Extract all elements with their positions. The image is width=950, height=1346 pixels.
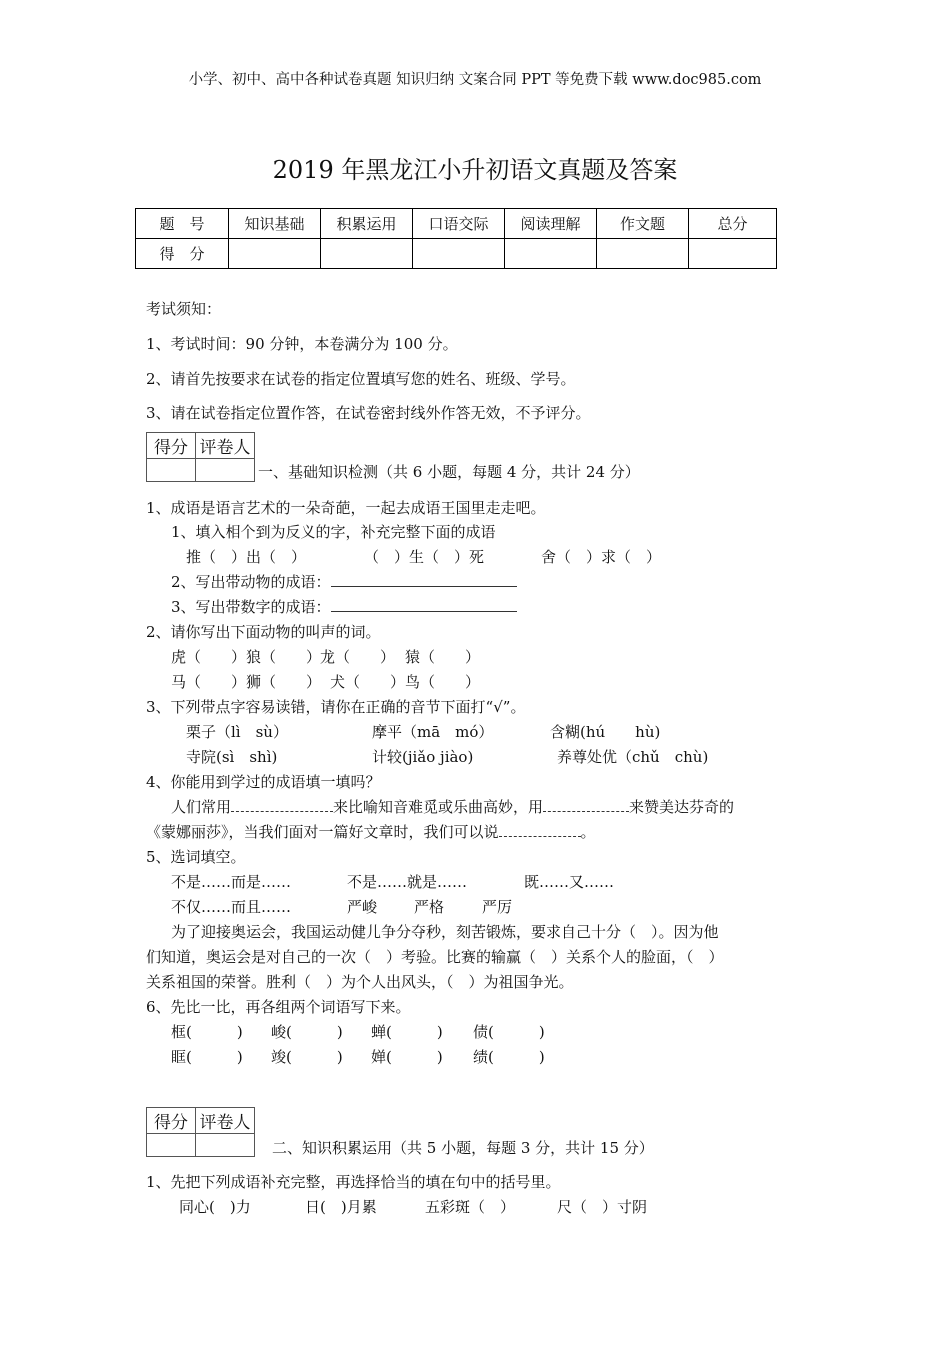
animal-blank: 鸟（ ） [405,673,481,691]
pinyin-item: 栗子（lì sù） [186,723,288,741]
pinyin-item: 寺院(sì shì) [186,748,278,766]
score-input-cell[interactable] [689,239,777,269]
score-input-cell[interactable] [597,239,689,269]
grader-score-cell[interactable] [147,1134,196,1157]
score-table-header-row [136,209,777,239]
answer-line[interactable] [231,797,333,812]
question-subitem [171,596,517,617]
score-table-cell: 得 分 [136,239,229,269]
grader-score-label: 得分 [147,1108,196,1134]
question-stem: 3、下列带点字容易读错，请你在正确的音节下面打“√”。 [146,698,526,716]
score-table-cell: 题 号 [136,209,229,239]
char-blank: 眶( ) [171,1048,243,1066]
idiom-blank: 日( )月累 [305,1198,377,1216]
question-stem: 5、选词填空。 [146,848,246,866]
grader-box [146,1107,255,1157]
notice-heading: 考试须知： [146,300,222,318]
word-option: 严格 [414,898,445,916]
answer-line[interactable] [331,597,517,612]
char-blank: 婵( ) [371,1048,443,1066]
animal-blank: 龙（ ） [320,648,396,666]
idiom-blank: 推（ ）出（ ） [186,548,307,566]
score-input-cell[interactable] [505,239,597,269]
score-input-cell[interactable] [413,239,505,269]
question-subitem [171,571,517,592]
paragraph-line [171,796,734,817]
text-fragment: 。 [580,823,596,841]
text-fragment: 《蒙娜丽莎》，当我们面对一篇好文章时，我们可以说 [146,823,499,841]
word-option: 不仅……而且…… [171,898,292,916]
text-fragment: 来比喻知音难觅或乐曲高妙，用 [333,798,544,816]
animal-blank: 狼（ ） [246,648,322,666]
question-stem: 6、先比一比，再各组两个词语写下来。 [146,998,411,1016]
header-banner: 小学、初中、高中各种试卷真题 知识归纳 文案合同 PPT 等免费下载 www.doc985.com [188,72,762,88]
idiom-blank: 同心( )力 [179,1198,251,1216]
question-stem: 1、先把下列成语补充完整，再选择恰当的填在句中的括号里。 [146,1173,561,1191]
answer-line[interactable] [499,822,581,837]
score-table [135,208,777,269]
word-option: 既……又…… [524,873,615,891]
notice-item: 2、请首先按要求在试卷的指定位置填写您的姓名、班级、学号。 [146,370,576,388]
answer-line[interactable] [543,797,629,812]
section2-heading: 二、知识积累运用（共 5 小题，每题 3 分，共计 15 分） [272,1139,654,1157]
subitem-label: 3、写出带数字的成语： [171,598,331,616]
char-blank: 绩( ) [473,1048,545,1066]
idiom-blank: 尺（ ）寸阴 [557,1198,648,1216]
idiom-blank: （ ）生（ ）死 [364,548,485,566]
pinyin-item: 养尊处优（chǔ chù) [557,748,709,766]
question-stem: 4、你能用到学过的成语填一填吗？ [146,773,381,791]
pinyin-item: 摩平（mā mó） [372,723,494,741]
grader-score-label: 得分 [147,433,196,459]
question-stem: 1、成语是语言艺术的一朵奇葩，一起去成语王国里走走吧。 [146,499,546,517]
score-table-cell: 总分 [689,209,777,239]
page-title: 2019 年黑龙江小升初语文真题及答案 [272,156,678,184]
score-input-cell[interactable] [321,239,413,269]
pinyin-item: 计较(jiǎo jiào) [372,748,474,766]
grader-name-label: 评卷人 [196,1108,255,1134]
question-subitem: 1、填入相个到为反义的字，补充完整下面的成语 [171,523,496,541]
char-blank: 竣( ) [271,1048,343,1066]
score-table-score-row [136,239,777,269]
question-stem: 2、请你写出下面动物的叫声的词。 [146,623,381,641]
word-option: 严厉 [482,898,513,916]
score-table-cell: 口语交际 [413,209,505,239]
word-option: 不是……就是…… [347,873,468,891]
animal-blank: 犬（ ） [330,673,406,691]
word-option: 严峻 [347,898,378,916]
grader-name-label: 评卷人 [196,433,255,459]
paragraph-line: 为了迎接奥运会，我国运动健儿争分夺秒，刻苦锻炼，要求自己十分（ ）。因为他 [171,923,719,941]
animal-blank: 虎（ ） [171,648,247,666]
score-table-cell: 积累运用 [321,209,413,239]
score-table-cell: 作文题 [597,209,689,239]
word-option: 不是……而是…… [171,873,292,891]
paragraph-line: 关系祖国的荣誉。胜利（ ）为个人出风头，（ ）为祖国争光。 [146,973,574,991]
animal-blank: 马（ ） [171,673,247,691]
grader-name-cell[interactable] [196,459,255,482]
idiom-blank: 舍（ ）求（ ） [541,548,662,566]
animal-blank: 猿（ ） [405,648,481,666]
char-blank: 债( ) [473,1023,545,1041]
text-fragment: 来赞美达芬奇的 [629,798,735,816]
score-table-cell: 知识基础 [229,209,321,239]
grader-name-cell[interactable] [196,1134,255,1157]
answer-line[interactable] [331,572,517,587]
text-fragment: 人们常用 [171,798,232,816]
animal-blank: 狮（ ） [246,673,322,691]
notice-item: 1、考试时间：90 分钟，本卷满分为 100 分。 [146,335,458,353]
char-blank: 框( ) [171,1023,243,1041]
notice-item: 3、请在试卷指定位置作答，在试卷密封线外作答无效，不予评分。 [146,404,591,422]
score-table-cell: 阅读理解 [505,209,597,239]
char-blank: 峻( ) [271,1023,343,1041]
score-input-cell[interactable] [229,239,321,269]
grader-box [146,432,255,482]
char-blank: 蝉( ) [371,1023,443,1041]
paragraph-line [146,821,596,842]
idiom-blank: 五彩斑（ ） [425,1198,516,1216]
paragraph-line: 们知道，奥运会是对自己的一次（ ）考验。比赛的输赢（ ）关系个人的脸面，（ ） [146,948,724,966]
pinyin-item: 含糊(hú hù) [550,723,661,741]
subitem-label: 2、写出带动物的成语： [171,573,331,591]
section1-heading: 一、基础知识检测（共 6 小题，每题 4 分，共计 24 分） [258,463,640,481]
grader-score-cell[interactable] [147,459,196,482]
